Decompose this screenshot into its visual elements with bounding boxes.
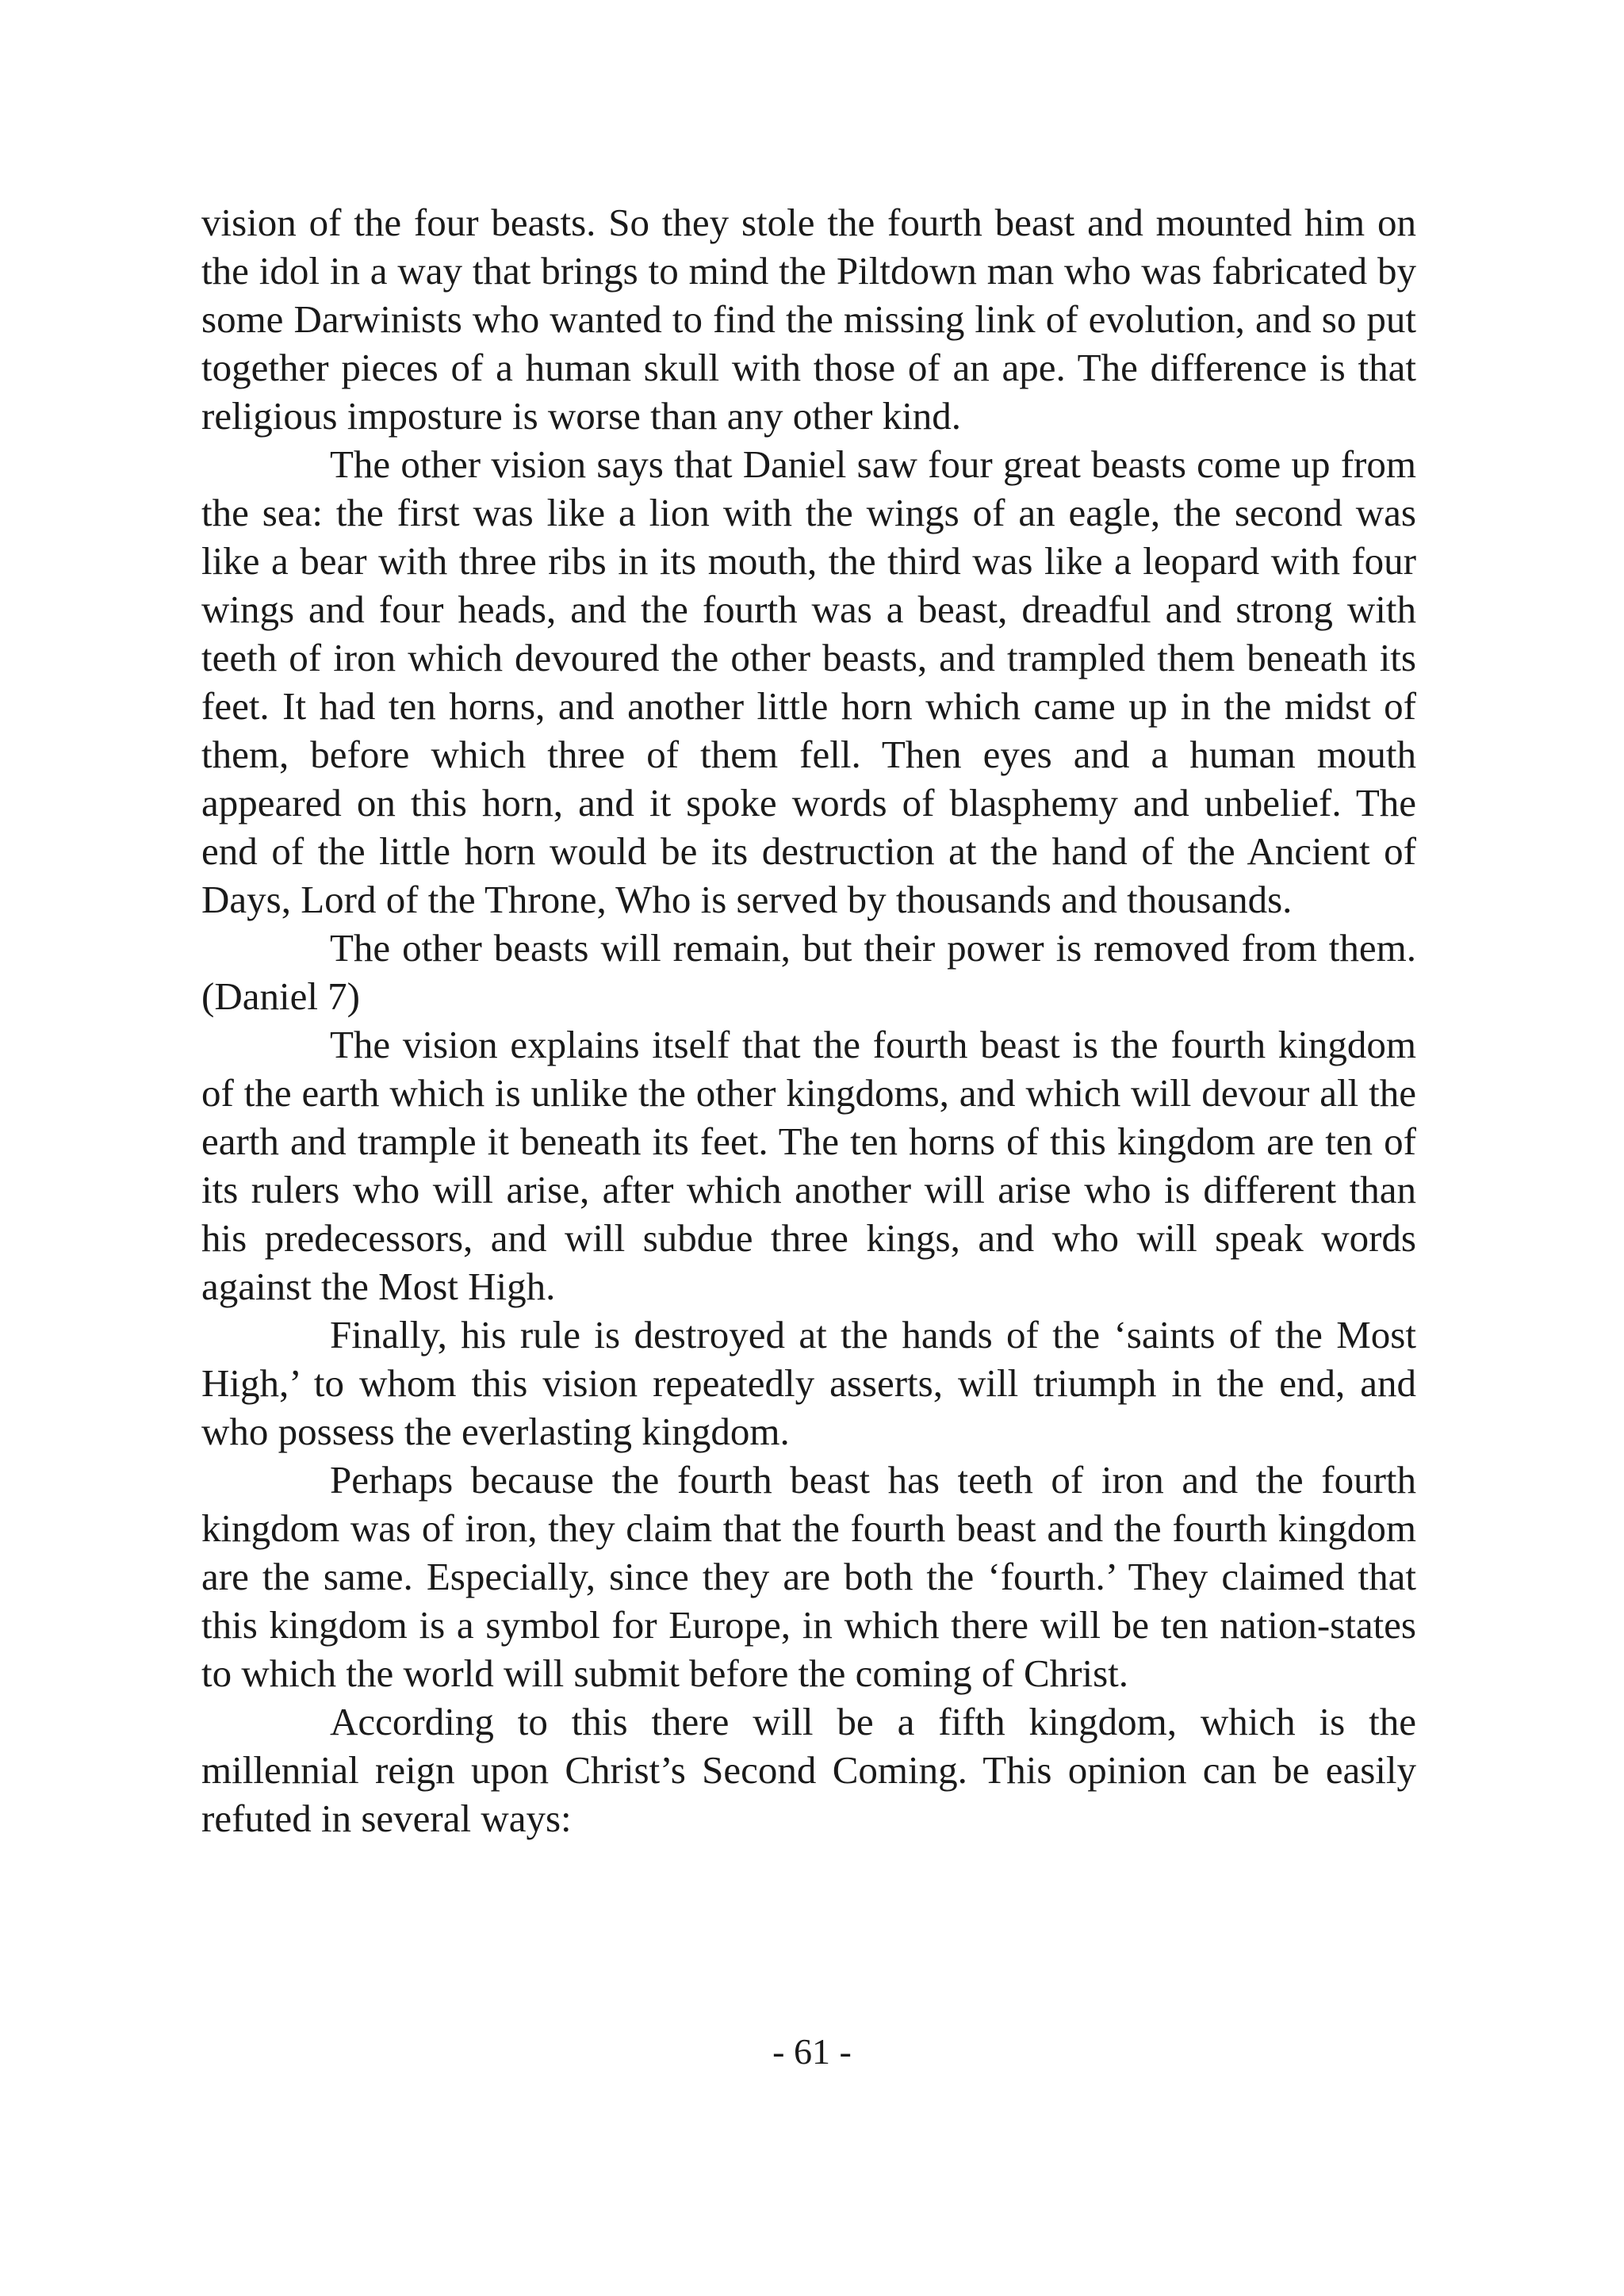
page-number: - 61 - <box>772 2031 852 2072</box>
paragraph-daniel-7: The other beasts will remain, but their power is removed from them. (Daniel 7) <box>201 926 1416 1018</box>
paragraph-vision-explains: The vision explains itself that the fourth beast is the fourth kingdom of the earth which is unlike the other kingdoms, and which will devour all the earth and trample it beneath its feet. The ten horns of this kingdom are ten of its rulers who will arise, after which another will arise who is different than his predecessors, and will subdue three kings, and who will speak words against the Most High. <box>201 1023 1416 1308</box>
body-text <box>201 198 1416 1843</box>
paragraph-fifth-kingdom: According to this there will be a fifth kingdom, which is the millennial reign upon Christ’s Second Coming. This opinion can be easily refuted in several ways: <box>201 1700 1416 1840</box>
paragraph-continuation: vision of the four beasts. So they stole the fourth beast and mounted him on the idol in a way that brings to mind the Piltdown man who was fabricated by some Darwinists who wanted to find the missing link of evolution, and so put together pieces of a human skull with those of an ape. The difference is that religious imposture is worse than any other kind. <box>201 201 1416 438</box>
paragraph-teeth-of-iron: Perhaps because the fourth beast has teeth of iron and the fourth kingdom was of iron, they claim that the fourth beast and the fourth kingdom are the same. Especially, since they are both the ‘fourth.’ They claimed that this kingdom is a symbol for Europe, in which there will be ten nation-states to which the world will submit before the coming of Christ. <box>201 1458 1416 1695</box>
paragraph-saints-most-high: Finally, his rule is destroyed at the hands of the ‘saints of the Most High,’ to whom this vision repeatedly asserts, will triumph in the end, and who possess the everlasting kingdom. <box>201 1313 1416 1453</box>
paragraph-four-beasts-vision: The other vision says that Daniel saw four great beasts come up from the sea: the first was like a lion with the wings of an eagle, the second was like a bear with three ribs in its mouth, the third was like a leopard with four wings and four heads, and the fourth was a beast, dreadful and strong with teeth of iron which devoured the other beasts, and trampled them beneath its feet. It had ten horns, and another little horn which came up in the midst of them, before which three of them fell. Then eyes and a human mouth appeared on this horn, and it spoke words of blasphemy and unbelief. The end of the little horn would be its destruction at the hand of the Ancient of Days, Lord of the Throne, Who is served by thousands and thousands. <box>201 442 1416 921</box>
